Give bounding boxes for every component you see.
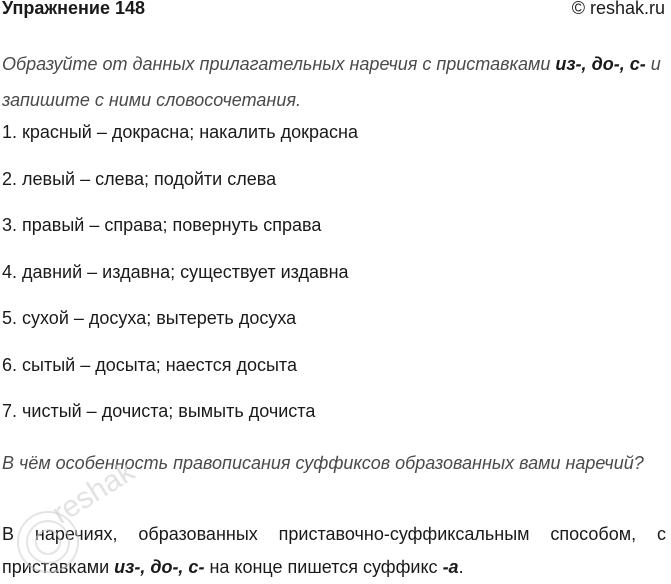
answer-item: 6. сытый – досыта; наестся досыта bbox=[2, 354, 297, 375]
task-text-part-3: и запишите с ними словосочетания. bbox=[2, 54, 661, 110]
watermark-text: reshak bbox=[46, 454, 141, 531]
conclusion-suffix: -а bbox=[442, 557, 459, 577]
answer-item: 7. чистый – дочиста; вымыть дочиста bbox=[2, 401, 316, 421]
answer-item: 3. правый – справа; повернуть справа bbox=[2, 215, 322, 235]
page-header bbox=[0, 0, 665, 24]
conclusion-text-part-1: В наречиях, образованных приставочно-суффиксальным способом, с приставками bbox=[2, 524, 666, 577]
follow-up-question: В чём особенность правописания суффиксов образованных вами наречий? bbox=[2, 453, 644, 473]
task-instruction bbox=[2, 46, 666, 118]
task-prefix-iz: из-, bbox=[555, 54, 587, 74]
answer-list bbox=[2, 118, 666, 444]
answer-item: 1. красный – докрасна; накалить докрасна bbox=[2, 122, 358, 142]
answer-item: 5. сухой – досуха; вытереть досуха bbox=[2, 308, 297, 328]
conclusion-text-part-3: . bbox=[458, 557, 464, 577]
answer-item: 2. левый – слева; подойти слева bbox=[2, 168, 277, 189]
conclusion-prefixes: из-, до-, с- bbox=[114, 557, 205, 577]
conclusion-answer bbox=[2, 518, 666, 584]
task-prefix-do-s: до-, с- bbox=[591, 54, 646, 74]
conclusion-text-part-2: на конце пишется суффикс bbox=[204, 557, 443, 577]
answer-item: 4. давний – издавна; существует издавна bbox=[2, 261, 349, 282]
site-credit: © reshak.ru bbox=[571, 0, 665, 18]
task-text-part-1: Образуйте от данных прилагательных наречия с приставками bbox=[2, 54, 556, 74]
exercise-title: Упражнение 148 bbox=[2, 0, 146, 18]
